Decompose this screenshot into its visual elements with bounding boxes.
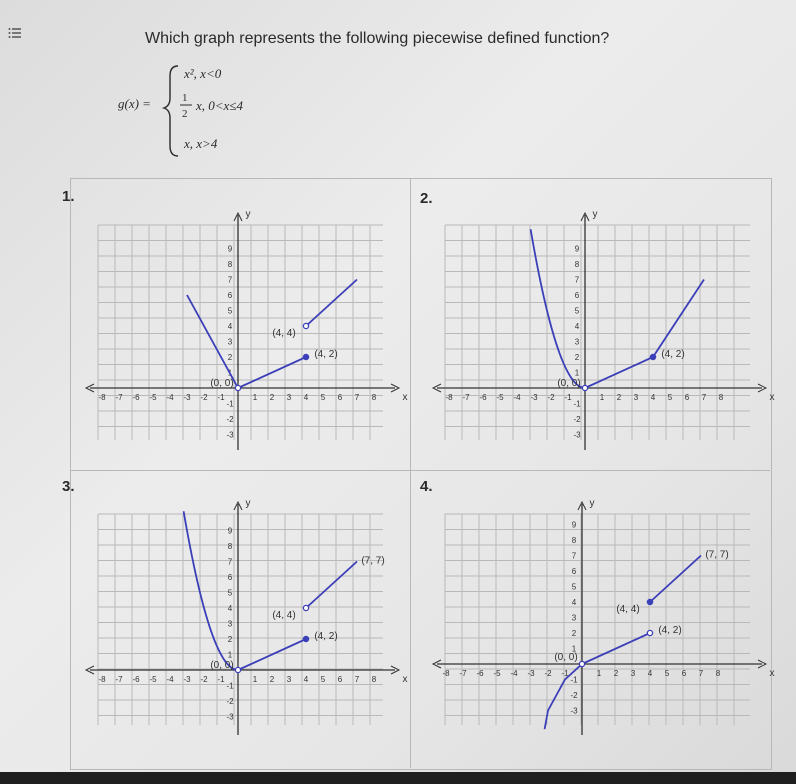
x-tick-label: 5 [320, 393, 326, 402]
x-tick-label: 7 [698, 669, 704, 678]
x-tick-label: 2 [269, 675, 275, 684]
option-3-label: (0, 0) [210, 660, 234, 671]
option-1-number[interactable]: 1. [62, 188, 75, 205]
y-tick-label: 5 [571, 582, 577, 592]
y-tick-label: 8 [571, 536, 577, 545]
y-tick-label: 4 [571, 598, 577, 607]
option-1-origin-point [235, 385, 240, 390]
option-2-origin-point [582, 385, 587, 390]
y-axis-label: y [245, 209, 251, 220]
x-tick-label: 2 [613, 669, 619, 678]
y-tick-label: 3 [227, 619, 233, 629]
y-tick-label: 3 [574, 337, 580, 347]
y-tick-label: -3 [570, 706, 578, 716]
grid [445, 514, 750, 725]
option-4-closed-point [647, 599, 652, 604]
piece-2-den: 2 [182, 108, 188, 120]
x-tick-label: -8 [442, 669, 450, 678]
y-tick-label: 9 [571, 520, 577, 530]
x-tick-label: -8 [98, 393, 106, 402]
y-tick-label: 4 [574, 322, 580, 331]
bottom-bar [0, 772, 796, 784]
x-tick-label: -7 [462, 393, 470, 402]
option-2-label: (0, 0) [557, 378, 581, 389]
y-axis-label: y [592, 209, 598, 220]
x-tick-label: -6 [479, 393, 487, 402]
option-1-label: (0, 0) [210, 378, 234, 389]
x-axis-label: x [769, 392, 775, 403]
x-tick-label: -4 [510, 669, 518, 678]
y-tick-label: 8 [227, 542, 233, 551]
option-3-open-point [303, 605, 308, 610]
y-tick-label: 6 [227, 573, 233, 582]
x-tick-label: -1 [564, 393, 572, 402]
option-3-origin-point [235, 667, 240, 672]
option-1-label: (4, 2) [314, 349, 338, 360]
x-tick-label: 6 [337, 393, 343, 402]
x-tick-label: 1 [596, 669, 602, 678]
y-tick-label: 5 [574, 306, 580, 316]
y-tick-label: -3 [226, 430, 234, 440]
x-tick-label: -1 [217, 675, 225, 684]
x-tick-label: -4 [166, 675, 174, 684]
x-tick-label: 4 [647, 669, 653, 678]
x-tick-label: 6 [684, 393, 690, 402]
grid [98, 514, 383, 725]
x-tick-label: -2 [544, 669, 552, 678]
option-3-closed-point [303, 636, 308, 641]
y-tick-label: 1 [571, 644, 577, 654]
x-tick-label: 2 [616, 393, 622, 402]
piece-1: x², x<0 [184, 66, 222, 81]
x-tick-label: 4 [303, 393, 309, 402]
y-tick-label: 8 [227, 260, 233, 269]
graph-panel-4 [433, 498, 775, 735]
y-tick-label: -3 [226, 712, 234, 722]
x-tick-label: -3 [183, 675, 191, 684]
x-axis-label: x [769, 668, 775, 679]
y-tick-label: -2 [226, 415, 234, 424]
y-tick-label: 3 [571, 613, 577, 623]
x-tick-label: -1 [561, 669, 569, 678]
x-tick-label: 5 [320, 675, 326, 684]
y-tick-label: -3 [573, 430, 581, 440]
x-axis-label: x [402, 674, 408, 685]
y-tick-label: -1 [226, 681, 234, 691]
option-2-closed-point [650, 354, 655, 359]
x-tick-label: 8 [715, 669, 721, 678]
y-tick-label: 5 [227, 306, 233, 316]
x-tick-label: -2 [200, 675, 208, 684]
option-3-label: (4, 2) [314, 631, 338, 642]
function-name: g(x) = [118, 96, 151, 111]
y-tick-label: 7 [227, 557, 233, 567]
x-tick-label: 7 [354, 393, 360, 402]
graph-panel-2 [433, 209, 775, 450]
option-3-label: (7, 7) [361, 555, 385, 567]
x-tick-label: 2 [269, 393, 275, 402]
x-tick-label: -4 [166, 393, 174, 402]
y-tick-label: 2 [227, 635, 233, 644]
x-tick-label: -5 [149, 675, 157, 684]
y-tick-label: 6 [571, 567, 577, 576]
x-tick-label: 1 [252, 393, 258, 402]
x-tick-label: 5 [667, 393, 673, 402]
option-4-label: (7, 7) [705, 549, 729, 561]
x-tick-label: -5 [493, 669, 501, 678]
x-tick-label: 4 [303, 675, 309, 684]
x-tick-label: 3 [286, 675, 292, 684]
y-axis-label: y [589, 498, 595, 509]
graph-panel-3 [86, 498, 408, 735]
x-tick-label: 1 [599, 393, 605, 402]
x-tick-label: -1 [217, 393, 225, 402]
piece-2-num: 1 [182, 92, 188, 104]
y-tick-label: 6 [574, 291, 580, 300]
y-tick-label: 2 [571, 629, 577, 638]
x-tick-label: 7 [701, 393, 707, 402]
grid [445, 225, 750, 440]
y-tick-label: 3 [227, 337, 233, 347]
x-tick-label: 3 [633, 393, 639, 402]
y-tick-label: 6 [227, 291, 233, 300]
y-tick-label: -1 [226, 399, 234, 409]
option-1-label: (4, 4) [272, 328, 296, 339]
option-4-open-point [647, 630, 652, 635]
x-tick-label: -8 [445, 393, 453, 402]
x-axis-label: x [402, 392, 408, 403]
x-tick-label: 8 [371, 393, 377, 402]
y-axis-label: y [245, 498, 251, 509]
option-4-label: (4, 4) [616, 604, 640, 615]
option-3-label: (4, 4) [272, 610, 296, 621]
x-tick-label: -5 [149, 393, 157, 402]
piece-3: x, x>4 [184, 136, 218, 151]
option-4-right-line [650, 556, 701, 603]
option-2-label: (4, 2) [661, 349, 685, 360]
piece-2-rest: x, 0<x≤4 [196, 98, 243, 113]
y-tick-label: -1 [573, 399, 581, 409]
option-2-number[interactable]: 2. [420, 190, 433, 207]
y-tick-label: 9 [574, 244, 580, 254]
y-tick-label: 5 [227, 588, 233, 598]
x-tick-label: 3 [630, 669, 636, 678]
y-tick-label: -2 [573, 415, 581, 424]
y-tick-label: 1 [227, 650, 233, 660]
y-tick-label: -1 [570, 675, 578, 685]
option-3-middle-line [238, 639, 306, 670]
x-tick-label: -2 [200, 393, 208, 402]
option-3-right-line [306, 562, 357, 609]
option-3-number[interactable]: 3. [62, 478, 75, 495]
option-1-closed-point [303, 354, 308, 359]
y-tick-label: 7 [227, 275, 233, 285]
y-tick-label: 4 [227, 604, 233, 613]
x-tick-label: -6 [476, 669, 484, 678]
x-tick-label: -3 [183, 393, 191, 402]
x-tick-label: -4 [513, 393, 521, 402]
question-text: Which graph represents the following piecewise defined function? [145, 30, 610, 47]
y-tick-label: 1 [227, 368, 233, 378]
grid [98, 225, 383, 440]
x-tick-label: 5 [664, 669, 670, 678]
x-tick-label: 8 [371, 675, 377, 684]
graph-panel-1 [86, 209, 408, 450]
y-tick-label: 7 [574, 275, 580, 285]
option-4-label: (4, 2) [658, 625, 682, 636]
y-tick-label: 4 [227, 322, 233, 331]
x-tick-label: 8 [718, 393, 724, 402]
y-tick-label: 9 [227, 526, 233, 536]
x-tick-label: -3 [527, 669, 535, 678]
y-tick-label: 7 [571, 551, 577, 561]
y-tick-label: 2 [574, 353, 580, 362]
option-1-middle-line [238, 357, 306, 388]
option-4-origin-point [579, 661, 584, 666]
x-tick-label: -7 [459, 669, 467, 678]
option-1-open-point [303, 323, 308, 328]
option-4-label: (0, 0) [554, 652, 578, 663]
x-tick-label: -6 [132, 675, 140, 684]
x-tick-label: -7 [115, 393, 123, 402]
x-tick-label: 1 [252, 675, 258, 684]
y-tick-label: -2 [226, 697, 234, 706]
x-tick-label: -5 [496, 393, 504, 402]
x-tick-label: 6 [337, 675, 343, 684]
x-tick-label: -6 [132, 393, 140, 402]
y-tick-label: 9 [227, 244, 233, 254]
x-tick-label: 3 [286, 393, 292, 402]
x-tick-label: -3 [530, 393, 538, 402]
x-tick-label: -8 [98, 675, 106, 684]
x-tick-label: -2 [547, 393, 555, 402]
option-4-number[interactable]: 4. [420, 478, 433, 495]
y-tick-label: 8 [574, 260, 580, 269]
y-tick-label: 1 [574, 368, 580, 378]
y-tick-label: 2 [227, 353, 233, 362]
x-tick-label: 4 [650, 393, 656, 402]
x-tick-label: -7 [115, 675, 123, 684]
x-tick-label: 6 [681, 669, 687, 678]
y-tick-label: -2 [570, 691, 578, 700]
x-tick-label: 7 [354, 675, 360, 684]
